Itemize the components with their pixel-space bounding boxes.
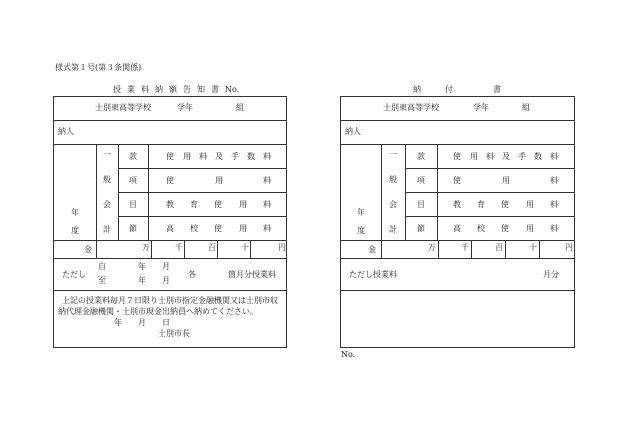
notice-vertical-3: 会 <box>103 200 111 209</box>
notice-to-year: 年 <box>138 276 146 285</box>
notice-no-label: No. <box>225 85 240 94</box>
notice-year-2: 度 <box>71 226 79 235</box>
receipt-row-val-1-c4: 及 <box>502 152 510 161</box>
notice-vertical-4: 計 <box>103 225 111 234</box>
notice-unit-man: 万 <box>142 243 150 252</box>
receipt-row-val-2-c1: 使 <box>453 176 461 185</box>
notice-row-val-4-c5: 料 <box>263 224 271 233</box>
notice-row-val-1-c4: 及 <box>215 152 223 161</box>
notice-unit-hyaku: 百 <box>208 243 216 252</box>
receipt-year-2: 度 <box>357 226 365 235</box>
notice-class: 組 <box>236 103 244 112</box>
receipt-row-key-1: 款 <box>417 152 425 161</box>
notice-vertical-2: 般 <box>103 175 111 184</box>
receipt-row-val-1-c7: 料 <box>550 152 558 161</box>
receipt-row-val-1-c5: 手 <box>518 152 526 161</box>
receipt-school: 士別東高等学校 <box>383 103 439 112</box>
form-id: 様式第１号(第３条関係) <box>55 63 142 72</box>
receipt-row-val-4-c4: 用 <box>526 224 534 233</box>
notice-school: 士別東高等学校 <box>95 103 151 112</box>
receipt-row-val-3-c3: 使 <box>501 200 509 209</box>
receipt-row-val-4-c5: 料 <box>550 224 558 233</box>
notice-grade: 学年 <box>177 103 193 112</box>
receipt-unit-sen: 千 <box>461 243 469 252</box>
notice-row-val-4-c4: 用 <box>239 224 247 233</box>
receipt-row-val-1-c6: 数 <box>534 152 542 161</box>
notice-row-val-4-c1: 高 <box>166 224 174 233</box>
receipt-row-key-3: 目 <box>417 200 425 209</box>
notice-row-val-1-c1: 使 <box>166 152 174 161</box>
receipt-row-key-4: 節 <box>417 224 425 233</box>
receipt-year-1: 年 <box>357 208 365 217</box>
notice-row-val-2-c2: 用 <box>215 176 223 185</box>
notice-to-month: 月 <box>162 276 170 285</box>
receipt-unit-juu: 十 <box>529 243 537 252</box>
receipt-tadashi-fee: ただし授業料 <box>349 270 397 279</box>
receipt-row-val-1-c3: 料 <box>486 152 494 161</box>
receipt-class: 組 <box>522 103 530 112</box>
receipt-row-val-3-c2: 育 <box>477 200 485 209</box>
receipt-grade: 学年 <box>473 103 489 112</box>
notice-row-val-3-c3: 使 <box>214 200 222 209</box>
receipt-vertical-1: 一 <box>389 150 397 159</box>
receipt-title-2: 付 <box>445 85 453 94</box>
notice-amount-label: 金 <box>84 245 92 254</box>
notice-row-val-3-c2: 育 <box>190 200 198 209</box>
receipt-row-val-3-c1: 教 <box>453 200 461 209</box>
notice-date-day: 日 <box>162 318 170 327</box>
receipt-row-val-4-c3: 使 <box>501 224 509 233</box>
notice-row-val-3-c5: 料 <box>263 200 271 209</box>
notice-row-key-3: 目 <box>129 200 137 209</box>
notice-date-month: 月 <box>138 318 146 327</box>
receipt-row-val-3-c5: 料 <box>550 200 558 209</box>
receipt-row-val-1-c2: 用 <box>470 152 478 161</box>
notice-row-val-2-c3: 料 <box>263 176 271 185</box>
receipt-title-3: 書 <box>493 85 501 94</box>
notice-row-val-3-c1: 教 <box>166 200 174 209</box>
receipt-row-val-2-c2: 用 <box>502 176 510 185</box>
notice-note-line2: 納代理金融機関・士別市現金出納員へ納めてください。 <box>58 307 258 316</box>
receipt-row-val-4-c2: 校 <box>477 224 485 233</box>
notice-from-year: 年 <box>138 262 146 271</box>
notice-period-fee: 箇月分授業料 <box>228 270 276 279</box>
receipt-amount-label: 金 <box>368 245 376 254</box>
notice-vertical-1: 一 <box>103 150 111 159</box>
receipt-vertical-3: 会 <box>389 200 397 209</box>
notice-unit-sen: 千 <box>175 243 183 252</box>
notice-year-1: 年 <box>71 208 79 217</box>
notice-from-label: 自 <box>98 262 106 271</box>
notice-row-val-3-c4: 用 <box>239 200 247 209</box>
notice-row-val-1-c7: 料 <box>263 152 271 161</box>
receipt-row-key-2: 項 <box>417 176 425 185</box>
receipt-vertical-2: 般 <box>389 175 397 184</box>
notice-row-val-4-c3: 使 <box>214 224 222 233</box>
receipt-row-val-1-c1: 使 <box>453 152 461 161</box>
notice-payer: 納人 <box>58 127 74 136</box>
notice-each: 各 <box>188 270 196 279</box>
receipt-row-val-4-c1: 高 <box>453 224 461 233</box>
receipt-unit-hyaku: 百 <box>495 243 503 252</box>
notice-to-label: 至 <box>98 276 106 285</box>
notice-row-val-2-c1: 使 <box>166 176 174 185</box>
notice-row-val-1-c3: 料 <box>199 152 207 161</box>
notice-row-val-1-c2: 用 <box>183 152 191 161</box>
receipt-row-val-3-c4: 用 <box>526 200 534 209</box>
receipt-payer: 納人 <box>345 127 361 136</box>
notice-row-key-1: 款 <box>129 152 137 161</box>
receipt-month-amount: 月分 <box>543 270 559 279</box>
notice-row-val-4-c2: 校 <box>190 224 198 233</box>
notice-mayor: 士別市長 <box>158 329 190 338</box>
notice-tadashi: ただし <box>62 270 86 279</box>
notice-unit-en: 円 <box>278 243 286 252</box>
receipt-vertical-4: 計 <box>389 225 397 234</box>
notice-date-year: 年 <box>114 318 122 327</box>
notice-note-line1: 上記の授業料毎月７日限り士別市指定金融機関又は士別市収 <box>62 296 278 305</box>
receipt-no-label: No. <box>341 350 356 359</box>
notice-from-month: 月 <box>162 262 170 271</box>
receipt-unit-en: 円 <box>565 243 573 252</box>
receipt-row-val-2-c3: 料 <box>550 176 558 185</box>
receipt-form <box>340 96 575 348</box>
notice-unit-juu: 十 <box>241 243 249 252</box>
notice-row-key-4: 節 <box>129 224 137 233</box>
notice-row-val-1-c6: 数 <box>247 152 255 161</box>
notice-row-val-1-c5: 手 <box>231 152 239 161</box>
notice-title: 授業料納額告知書 <box>113 85 225 94</box>
receipt-title-1: 納 <box>413 85 421 94</box>
notice-row-key-2: 項 <box>129 176 137 185</box>
receipt-unit-man: 万 <box>428 243 436 252</box>
